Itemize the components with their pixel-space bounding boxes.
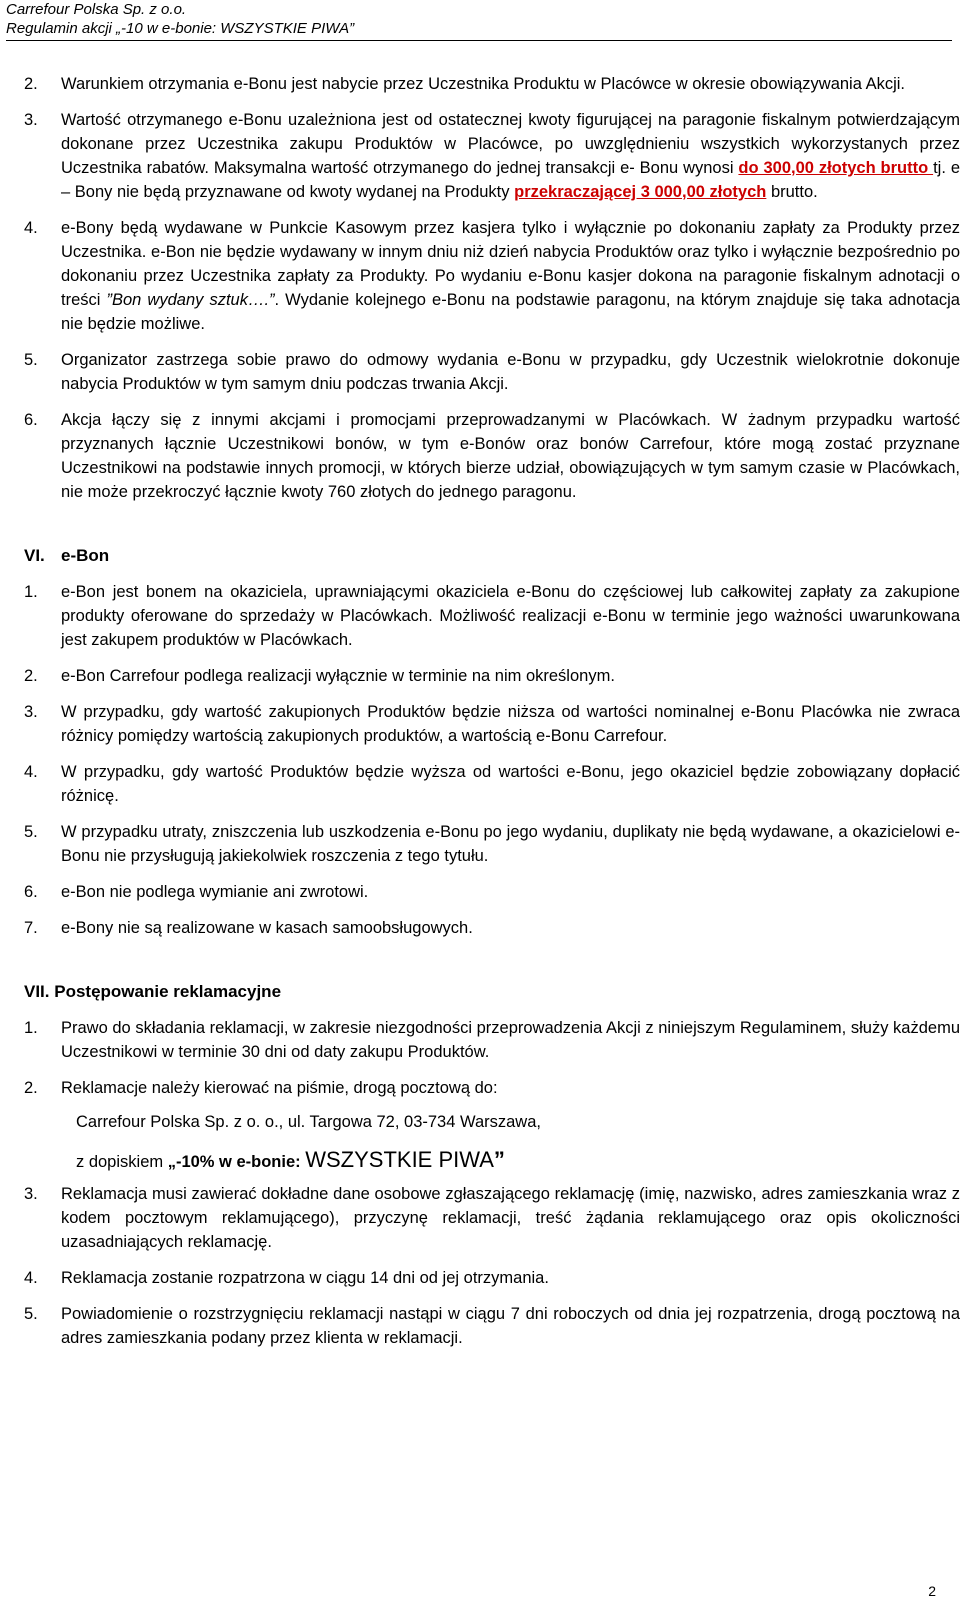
list-item: 3. Reklamacja musi zawierać dokładne dane osobowe zgłaszającego reklamację (imię, nazwisko, adres zamieszkania wraz z kodem pocztowym reklamującego), przyczynę reklamacji, treść żądania reklamującego oraz opis okoliczności uzasadniających reklamację. [24, 1185, 960, 1251]
list-item: 6. e-Bon nie podlega wymianie ani zwrotowi. [24, 883, 369, 901]
list-item: 2. e-Bon Carrefour podlega realizacji wyłącznie w terminie na nim określonym. [24, 667, 615, 685]
list-item: 3. W przypadku, gdy wartość zakupionych Produktów będzie niższa od wartości nominalnej e-Bonu Placówka nie zwraca różnicy pomiędzy wartością zakupionych produktów, a wartością e-Bonu Carrefour. [24, 703, 960, 745]
max-value-highlight: do 300,00 złotych brutto [738, 159, 934, 177]
list-item: 4. W przypadku, gdy wartość Produktów będzie wyższa od wartości e-Bonu, jego okaziciel będzie zobowiązany dopłacić różnicę. [24, 763, 960, 805]
section-vi-title: VI. e-Bon [24, 546, 110, 565]
list-item: 2. Warunkiem otrzymania e-Bonu jest nabycie przez Uczestnika Produktu w Placówce w okresie obowiązywania Akcji. [24, 75, 905, 93]
annotation-quote: ”Bon wydany sztuk….” [106, 291, 275, 309]
list-item: 2. Reklamacje należy kierować na piśmie, drogą pocztową do: [24, 1079, 498, 1097]
list-item: 5. Powiadomienie o rozstrzygnięciu reklamacji nastąpi w ciągu 7 dni roboczych od dnia jej rozpatrzenia, drogą pocztową na adres zamieszkania podany przez klienta w reklamacji. [24, 1305, 960, 1347]
list-item: 1. e-Bon jest bonem na okaziciela, uprawniającymi okaziciela e-Bonu do częściowej lub całkowitej zapłaty za zakupione produkty oferowane do sprzedaży w Placówkach. Możliwość realizacji e-Bonu w terminie jego ważności uwarunkowana jest zakupem produktów w Placówkach. [24, 583, 960, 649]
complaint-address: Carrefour Polska Sp. z o. o., ul. Targowa 72, 03-734 Warszawa, [76, 1113, 541, 1131]
section-vii-title: VII. Postępowanie reklamacyjne [24, 982, 282, 1001]
section-vii-items [24, 1016, 960, 1350]
list-item: 5. Organizator zastrzega sobie prawo do odmowy wydania e-Bonu w przypadku, gdy Uczestnik wielokrotnie dokonuje nabycia Produktów w tym samym dniu podczas trwania Akcji. [24, 351, 960, 393]
list-item: 6. Akcja łączy się z innymi akcjami i promocjami przeprowadzanymi w Placówkach. W żadnym przypadku wartość przyznanych łącznie Uczestnikowi bonów, w tym e-Bonów oraz bonów Carrefour, które mogą zostać przyznane Uczestnikowi na podstawie innych promocji, w których bierze udział, obowiązujących w tym samym czasie w Placówkach, nie może przekroczyć łącznie kwoty 760 złotych do jednego paragonu. [24, 411, 960, 501]
header-title: Regulamin akcji „-10 w e-bonie: WSZYSTKIE PIWA” [6, 20, 355, 37]
list-item: 4. e-Bony będą wydawane w Punkcie Kasowym przez kasjera tylko i wyłącznie po dokonaniu zapłaty za Produkty przez Uczestnika. e-Bon nie będzie wydawany w innym dniu niż dzień nabycia Produktów oraz tylko i wyłącznie bezpośrednio po dokonaniu przez Uczestnika zapłaty za Produkty. Po wydaniu e-Bonu kasjer dokona na paragonie fiskalnym adnotacji o treści ”Bon wydany sztuk….”. Wydanie kolejnego e-Bonu na podstawie paragonu, na którym znajduje się taka adnotacja nie będzie możliwe. [24, 219, 960, 333]
list-item: 3. Wartość otrzymanego e-Bonu uzależniona jest od ostatecznej kwoty figurującej na paragonie fiskalnym potwierdzającym dokonane przez Uczestnika zakupu Produktów w Placówce, po uwzględnieniu wszystkich wykorzystanych przez Uczestnika rabatów. Maksymalna wartość otrzymanego do jednej transakcji e- Bonu wynosi do 300,00 złotych brutto tj. e – Bony nie będą przyznawane od kwoty wydanej na Produkty przekraczającej 3 000,00 złotych brutto. [24, 111, 960, 201]
header-company: Carrefour Polska Sp. z o.o. [6, 1, 187, 18]
limit-highlight: przekraczającej 3 000,00 złotych [514, 183, 767, 201]
list-item: 4. Reklamacja zostanie rozpatrzona w ciągu 14 dni od jej otrzymania. [24, 1269, 549, 1287]
section-vi-items [24, 580, 960, 940]
complaint-note: z dopiskiem „-10% w e-bonie: WSZYSTKIE PIWA” [76, 1147, 505, 1172]
list-item: 7. e-Bony nie są realizowane w kasach samoobsługowych. [24, 919, 473, 937]
list-item: 5. W przypadku utraty, zniszczenia lub uszkodzenia e-Bonu po jego wydaniu, duplikaty nie będą wydawane, a okazicielowi e-Bonu nie przysługują jakiekolwiek roszczenia z tego tytułu. [24, 823, 960, 865]
document-body [24, 72, 960, 1362]
page-header [6, 0, 952, 41]
list-item: 1. Prawo do składania reklamacji, w zakresie niezgodności przeprowadzenia Akcji z niniejszym Regulaminem, służy każdemu Uczestnikowi w terminie 30 dni od daty zakupu Produktów. [24, 1019, 960, 1061]
page-number: 2 [928, 1583, 936, 1599]
section-v-items [24, 72, 960, 504]
